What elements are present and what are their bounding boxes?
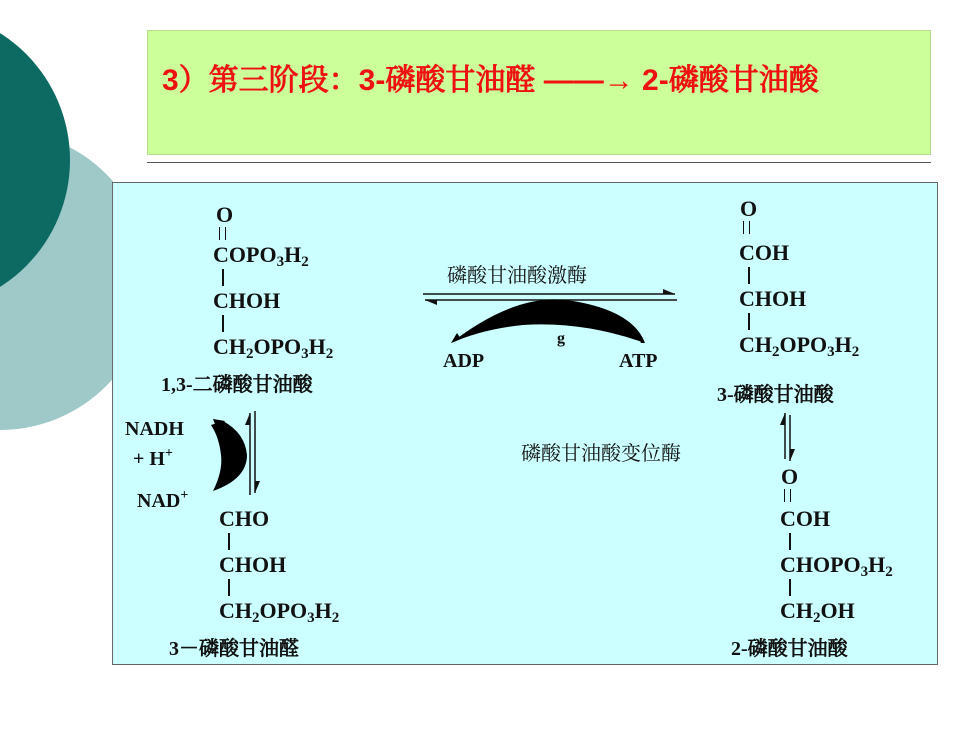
compound-name: 2-磷酸甘油酸 [731,638,848,660]
double-bond [784,489,791,502]
slide-title: 3）第三阶段：3-磷酸甘油醛 ——→ 2-磷酸甘油酸 [162,64,819,97]
carbonyl-oxygen: O [216,202,234,227]
row-3: $CH_2OH$ [780,598,855,626]
row-2: CHOH [739,286,807,311]
title-divider [147,162,931,163]
row-1: COH [739,240,790,265]
mutase-enzyme-label: 磷酸甘油酸变位酶 [521,441,681,465]
double-bond [743,221,750,234]
kinase-mark: g [557,330,565,347]
compound-name: 1,3-二磷酸甘油酸 [161,374,313,396]
row-2: CHOH [213,288,281,313]
single-bond [789,579,791,596]
single-bond [222,315,224,332]
single-bond [222,269,224,286]
single-bond [228,579,230,596]
mutase-arrows [780,413,795,461]
carbonyl-oxygen: O [781,464,799,489]
h-plus-label: + H+ [133,446,173,470]
carbonyl-oxygen: O [740,196,758,221]
title-box [147,30,931,155]
adp-label: ADP [443,350,485,372]
single-bond [748,313,750,330]
row-2: $CHOPO_3H_2$ [780,552,893,580]
row-3: $CH_2OPO_3H_2$ [739,332,860,360]
row-3: $CH_2OPO_3H_2$ [219,598,340,626]
kinase-enzyme-label: 磷酸甘油酸激酶 [447,263,587,287]
single-bond [789,533,791,550]
row-1: COH [780,506,831,531]
row-1: $COPO_3H_2$ [213,242,309,270]
row-2: CHOH [219,552,287,577]
double-bond [219,227,226,240]
compound-name: 3－磷酸甘油醛 [169,638,299,660]
atp-label: ATP [619,350,658,372]
single-bond [228,533,230,550]
row-1: CHO [219,506,270,531]
nad-label: NAD+ [137,488,189,512]
compound-name: 3-磷酸甘油酸 [717,384,834,406]
reaction-diagram [112,182,938,665]
single-bond [748,267,750,284]
dehydrogenase-arrows [211,411,260,495]
row-3: $CH_2OPO_3H_2$ [213,334,334,362]
nadh-label: NADH [125,418,184,440]
kinase-arrows [423,289,677,343]
